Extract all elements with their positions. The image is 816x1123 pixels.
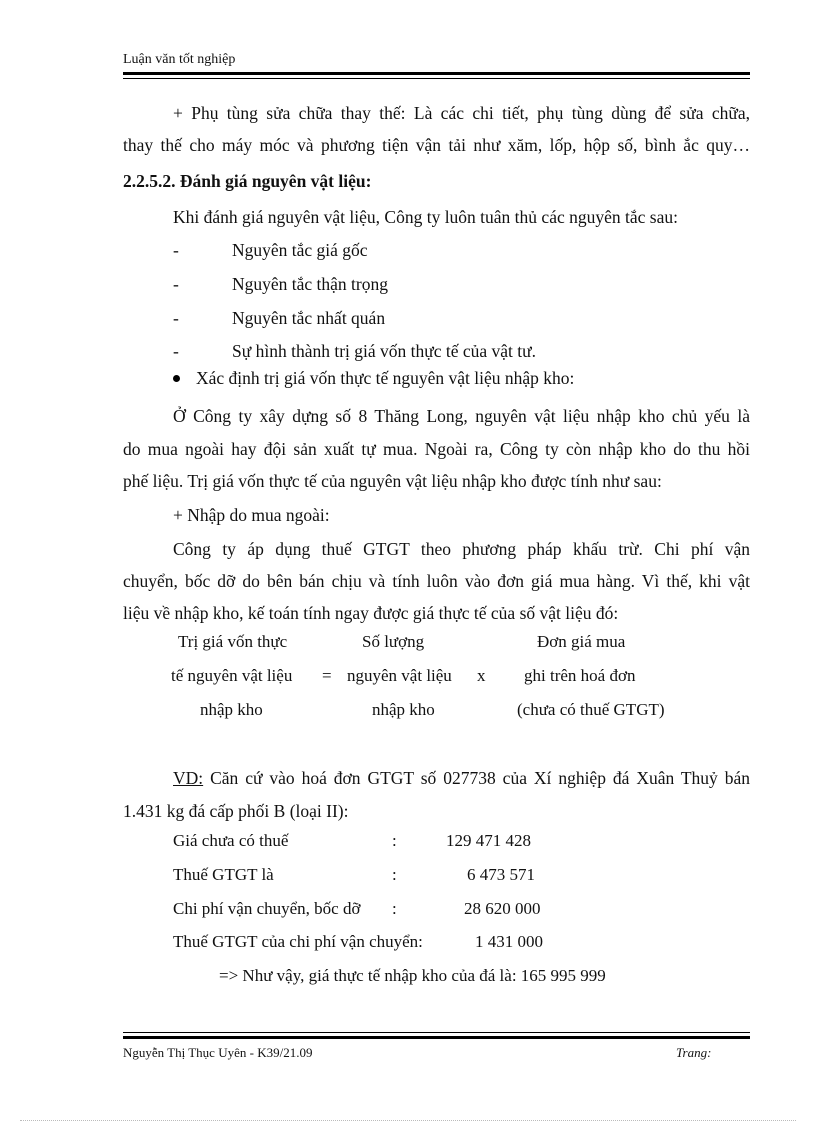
cost-sep: : bbox=[392, 865, 397, 884]
section-heading: 2.2.5.2. Đánh giá nguyên vật liệu: bbox=[123, 171, 372, 191]
list-dash: - bbox=[173, 341, 179, 361]
bullet-item: Xác định trị giá vốn thực tế nguyên vật liệu nhập kho: bbox=[196, 368, 575, 388]
paragraph-line: + Nhập do mua ngoài: bbox=[173, 505, 330, 525]
list-item: Nguyên tắc thận trọng bbox=[232, 274, 388, 294]
formula-text: (chưa có thuế GTGT) bbox=[517, 700, 665, 719]
paragraph-line: phế liệu. Trị giá vốn thực tế của nguyên vật liệu nhập kho được tính như sau: bbox=[123, 471, 662, 491]
cost-sep: : bbox=[392, 899, 397, 918]
list-item: Nguyên tắc nhất quán bbox=[232, 308, 386, 328]
footer-rule-thin bbox=[123, 1032, 750, 1033]
paragraph-line: thay thế cho máy móc và phương tiện vận tải như xăm, lốp, hộp số, bình ắc quy… bbox=[123, 135, 750, 155]
cost-label: Thuế GTGT là bbox=[173, 865, 274, 884]
formula-text: tế nguyên vật liệu bbox=[171, 666, 293, 685]
header-rule-thick bbox=[123, 72, 750, 75]
cost-label: Giá chưa có thuế bbox=[173, 831, 289, 850]
list-dash: - bbox=[173, 274, 179, 294]
list-item: Sự hình thành trị giá vốn thực tế của vật tư. bbox=[232, 341, 537, 361]
formula-equals: = bbox=[322, 666, 332, 685]
paragraph-line: chuyển, bốc dỡ do bên bán chịu và tính luôn vào đơn giá mua hàng. Vì thế, khi vật bbox=[123, 571, 750, 591]
footer-page-label: Trang: bbox=[676, 1045, 712, 1060]
paragraph-line: do mua ngoài hay đội sản xuất tự mua. Ngoài ra, Công ty còn nhập kho do thu hồi bbox=[123, 439, 750, 459]
paragraph-line: Ở Công ty xây dựng số 8 Thăng Long, nguyên vật liệu nhập kho chủ yếu là bbox=[173, 406, 750, 426]
paragraph-line: Khi đánh giá nguyên vật liệu, Công ty luôn tuân thủ các nguyên tắc sau: bbox=[173, 207, 678, 227]
paragraph-line: 1.431 kg đá cấp phối B (loại II): bbox=[123, 801, 349, 821]
example-label: VD: bbox=[173, 768, 204, 788]
paragraph-line: + Phụ tùng sửa chữa thay thế: Là các chi tiết, phụ tùng dùng để sửa chữa, bbox=[173, 103, 750, 123]
cost-value: 6 473 571 bbox=[467, 865, 535, 884]
formula-text: nguyên vật liệu bbox=[347, 666, 452, 685]
formula-times: x bbox=[477, 666, 486, 685]
cost-value: 28 620 000 bbox=[464, 899, 541, 918]
header-title: Luận văn tốt nghiệp bbox=[123, 52, 236, 67]
example-text: Căn cứ vào hoá đơn GTGT số 027738 của Xí nghiệp đá Xuân Thuỷ bán bbox=[203, 768, 750, 788]
list-dash: - bbox=[173, 240, 179, 260]
formula-text: Số lượng bbox=[362, 632, 425, 651]
header-rule-thin bbox=[123, 78, 750, 79]
formula-text: Đơn giá mua bbox=[537, 632, 626, 651]
cost-value: 1 431 000 bbox=[475, 932, 543, 951]
example-line bbox=[173, 767, 750, 789]
page-edge bbox=[20, 1120, 796, 1121]
footer-rule-thick bbox=[123, 1036, 750, 1039]
cost-label: Thuế GTGT của chi phí vận chuyển: bbox=[173, 932, 423, 951]
bullet-icon bbox=[173, 375, 180, 382]
footer-author: Nguyễn Thị Thục Uyên - K39/21.09 bbox=[123, 1045, 313, 1060]
cost-label: Chi phí vận chuyển, bốc dỡ bbox=[173, 899, 361, 918]
conclusion: => Như vậy, giá thực tế nhập kho của đá là: 165 995 999 bbox=[219, 966, 606, 985]
formula-text: Trị giá vốn thực bbox=[178, 632, 288, 651]
paragraph-line: Công ty áp dụng thuế GTGT theo phương pháp khấu trừ. Chi phí vận bbox=[173, 539, 750, 559]
list-dash: - bbox=[173, 308, 179, 328]
formula-text: ghi trên hoá đơn bbox=[524, 666, 636, 685]
formula-text: nhập kho bbox=[372, 700, 435, 719]
cost-value: 129 471 428 bbox=[446, 831, 531, 850]
paragraph-line: liệu về nhập kho, kế toán tính ngay được giá thực tế của số vật liệu đó: bbox=[123, 603, 619, 623]
cost-sep: : bbox=[392, 831, 397, 850]
list-item: Nguyên tắc giá gốc bbox=[232, 240, 368, 260]
formula-text: nhập kho bbox=[200, 700, 263, 719]
